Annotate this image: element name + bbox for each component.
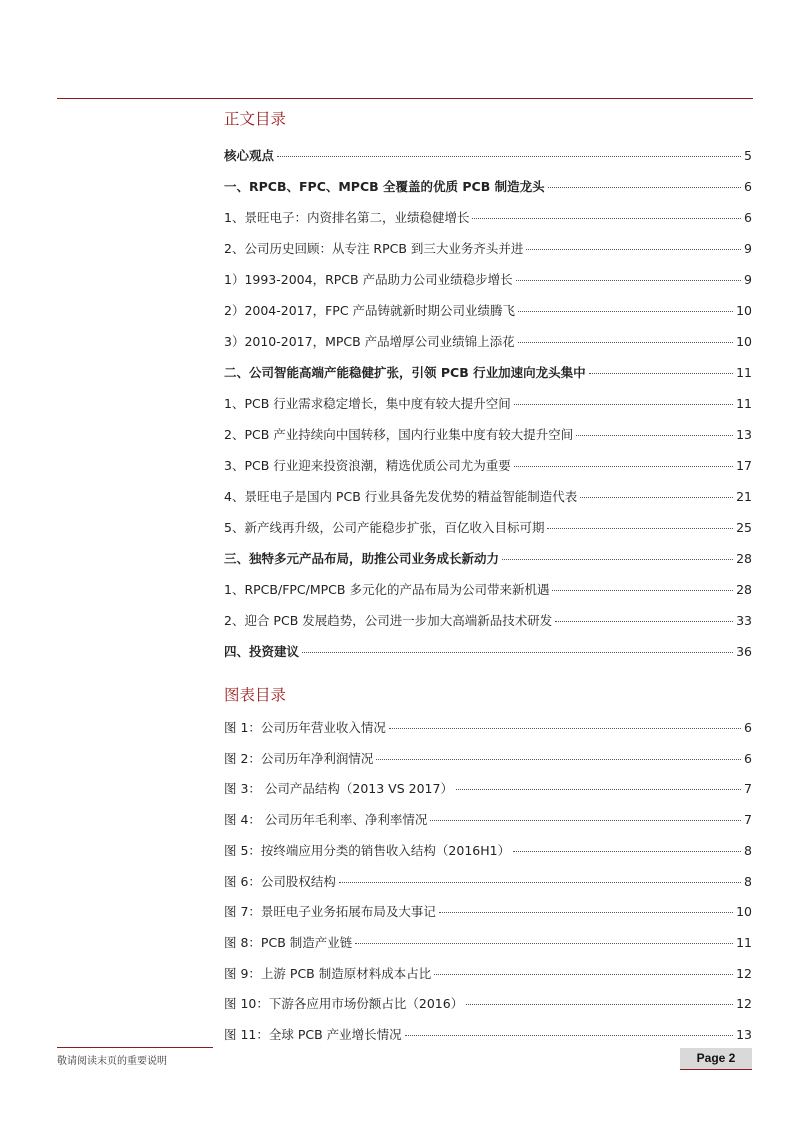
dot-leader [518, 311, 733, 312]
dot-leader [576, 435, 733, 436]
toc-entry-title: 核心观点 [224, 148, 275, 163]
dot-leader [514, 404, 733, 405]
dot-leader [502, 559, 733, 560]
toc-entry-title: 4、景旺电子是国内 PCB 行业具备先发优势的精益智能制造代表 [224, 489, 578, 504]
figure-entry-page-number: 12 [736, 965, 752, 981]
dot-leader [405, 1035, 733, 1036]
toc-entry[interactable] [224, 146, 752, 166]
toc-entry-page-number: 6 [744, 179, 752, 194]
figure-entry-title: 图 8：PCB 制造产业链 [224, 934, 353, 950]
figure-entry-title: 图 11：全球 PCB 产业增长情况 [224, 1027, 402, 1042]
toc-entry-page-number: 33 [736, 613, 752, 628]
dot-leader [466, 1004, 733, 1005]
toc-entry-page-number: 10 [736, 303, 752, 318]
figure-entry[interactable] [224, 749, 752, 769]
toc-entry-page-number: 13 [736, 427, 752, 442]
figure-list-heading: 图表目录 [224, 686, 287, 704]
toc-entry-title: 2）2004-2017，FPC 产品铸就新时期公司业绩腾飞 [224, 303, 516, 318]
dot-leader [355, 943, 733, 944]
figure-entry-title: 图 2：公司历年净利润情况 [224, 750, 374, 766]
figure-entry-title: 图 4： 公司历年毛利率、净利率情况 [224, 812, 428, 828]
dot-leader [472, 218, 741, 219]
toc-entry-title: 2、PCB 产业持续向中国转移，国内行业集中度有较大提升空间 [224, 427, 574, 442]
toc-entry[interactable] [224, 394, 752, 414]
toc-entry[interactable] [224, 611, 752, 631]
dot-leader [555, 621, 733, 622]
toc-entry-title: 三、独特多元产品布局，助推公司业务成长新动力 [224, 551, 500, 566]
figure-entry-title: 图 9：上游 PCB 制造原材料成本占比 [224, 965, 432, 981]
toc-entry-title: 一、RPCB、FPC、MPCB 全覆盖的优质 PCB 制造龙头 [224, 179, 545, 194]
figure-entry[interactable] [224, 902, 752, 922]
toc-entry[interactable] [224, 456, 752, 476]
dot-leader [339, 882, 741, 883]
figure-entry[interactable] [224, 810, 752, 830]
figure-entry-page-number: 13 [736, 1027, 752, 1042]
toc-entry-title: 2、公司历史回顾：从专注 RPCB 到三大业务齐头并进 [224, 241, 524, 256]
toc-entry[interactable] [224, 239, 752, 259]
dot-leader [518, 342, 733, 343]
figure-entry[interactable] [224, 872, 752, 892]
toc-entry[interactable] [224, 518, 752, 538]
page-number-badge: Page 2 [680, 1048, 752, 1070]
toc-entry-title: 1、PCB 行业需求稳定增长，集中度有较大提升空间 [224, 396, 511, 411]
dot-leader [302, 652, 733, 653]
toc-entry-page-number: 17 [736, 458, 752, 473]
figure-entry[interactable] [224, 718, 752, 738]
toc-entry-title: 5、新产线再升级，公司产能稳步扩张，百亿收入目标可期 [224, 520, 545, 535]
dot-leader [548, 187, 741, 188]
dot-leader [277, 156, 741, 157]
toc-entry-page-number: 28 [736, 582, 752, 597]
toc-entry-page-number: 9 [744, 241, 752, 256]
header-rule [57, 98, 753, 99]
toc-entry-page-number: 10 [736, 334, 752, 349]
toc-entry[interactable] [224, 363, 752, 383]
toc-entry-title: 2、迎合 PCB 发展趋势，公司进一步加大高端新品技术研发 [224, 613, 553, 628]
toc-entry[interactable] [224, 487, 752, 507]
footer-disclaimer-note: 敬请阅读末页的重要说明 [57, 1056, 167, 1067]
figure-entry[interactable] [224, 841, 752, 861]
toc-entry[interactable] [224, 208, 752, 228]
figure-entry-title: 图 6：公司股权结构 [224, 873, 336, 889]
figure-entry-page-number: 10 [736, 904, 752, 920]
figure-entry-title: 图 10：下游各应用市场份额占比（2016） [224, 996, 464, 1012]
figure-entry-title: 图 3： 公司产品结构（2013 VS 2017） [224, 781, 453, 797]
dot-leader [434, 974, 733, 975]
toc-heading: 正文目录 [224, 110, 287, 128]
toc-entry-page-number: 11 [736, 365, 752, 380]
figure-entry-page-number: 7 [744, 812, 752, 828]
dot-leader [552, 590, 733, 591]
figure-entry-page-number: 7 [744, 781, 752, 797]
toc-entry-page-number: 9 [744, 272, 752, 287]
toc-entry-page-number: 6 [744, 210, 752, 225]
toc-entry[interactable] [224, 580, 752, 600]
dot-leader [580, 497, 733, 498]
dot-leader [589, 373, 734, 374]
toc-entry-title: 3、PCB 行业迎来投资浪潮，精选优质公司尤为重要 [224, 458, 511, 473]
figure-entry-title: 图 1：公司历年营业收入情况 [224, 720, 386, 735]
dot-leader [526, 249, 741, 250]
toc-entry[interactable] [224, 270, 752, 290]
dot-leader [456, 789, 741, 790]
toc-entry-page-number: 21 [736, 489, 752, 504]
figure-entry[interactable] [224, 933, 752, 953]
figure-entry[interactable] [224, 964, 752, 984]
dot-leader [430, 820, 741, 821]
toc-entry-page-number: 11 [736, 396, 752, 411]
dot-leader [514, 466, 733, 467]
dot-leader [376, 759, 741, 760]
footer-rule [57, 1047, 213, 1048]
figure-entry[interactable] [224, 994, 752, 1014]
toc-entry[interactable] [224, 642, 752, 662]
toc-entry-title: 二、公司智能高端产能稳健扩张，引领 PCB 行业加速向龙头集中 [224, 365, 586, 380]
figure-entry-title: 图 7：景旺电子业务拓展布局及大事记 [224, 904, 436, 920]
figure-entry-page-number: 11 [736, 934, 752, 950]
toc-entry-page-number: 36 [736, 644, 752, 659]
toc-entry[interactable] [224, 301, 752, 321]
toc-entry-page-number: 25 [736, 520, 752, 535]
toc-entry[interactable] [224, 177, 752, 197]
toc-entry-title: 1、景旺电子：内资排名第二，业绩稳健增长 [224, 210, 470, 225]
figure-entry-page-number: 12 [736, 996, 752, 1012]
figure-entry-page-number: 8 [744, 842, 752, 858]
toc-entry-title: 3）2010-2017，MPCB 产品增厚公司业绩锦上添花 [224, 334, 515, 349]
figure-entry-page-number: 6 [744, 750, 752, 766]
dot-leader [516, 280, 741, 281]
toc-entry[interactable] [224, 425, 752, 445]
toc-entry-title: 1、RPCB/FPC/MPCB 多元化的产品布局为公司带来新机遇 [224, 582, 550, 597]
toc-entry-page-number: 28 [736, 551, 752, 566]
toc-entry-title: 1）1993-2004，RPCB 产品助力公司业绩稳步增长 [224, 272, 513, 287]
toc-entry-title: 四、投资建议 [224, 644, 300, 659]
dot-leader [547, 528, 733, 529]
dot-leader [513, 851, 741, 852]
toc-entry[interactable] [224, 549, 752, 569]
figure-entry-title: 图 5：按终端应用分类的销售收入结构（2016H1） [224, 842, 511, 858]
figure-entry-page-number: 8 [744, 873, 752, 889]
dot-leader [389, 728, 741, 729]
toc-entry[interactable] [224, 332, 752, 352]
figure-entry[interactable] [224, 1025, 752, 1045]
toc-entry-page-number: 5 [744, 148, 752, 163]
figure-entry-page-number: 6 [744, 720, 752, 735]
dot-leader [439, 912, 733, 913]
figure-entry[interactable] [224, 779, 752, 799]
